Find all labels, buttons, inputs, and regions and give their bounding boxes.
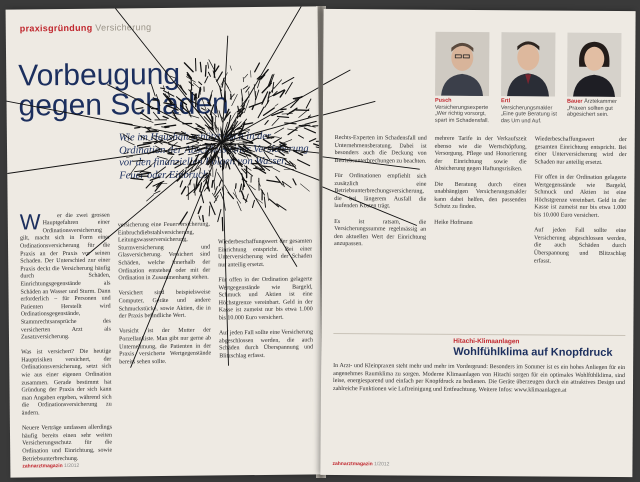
expert-role-3: Ärztekammer (584, 98, 617, 105)
headline-line-2-accent: Schaden (110, 87, 229, 122)
article-headline (18, 59, 229, 121)
footer-left (22, 463, 79, 470)
expert-quote-3: „Praxen sollten gut abgesichert sein. (566, 105, 613, 119)
expert-portrait-1 (435, 32, 489, 96)
footer-issue-right: 1/2012 (374, 461, 390, 468)
footer-issue: 1/2012 (63, 462, 80, 470)
article-column-1 (20, 205, 113, 468)
expert-quote-2: „Eine gute Beratung ist das Um und Auf. (500, 111, 557, 125)
article-column-1-text: er die zwei grossen Hauptgefahren einer Ordinationsversicherung gilt, macht sich in Form einer Ordinationsversicherung für die Praxis an der Praxis vor seinen Schaden. Der Unterschied zur einer Praxis deckt die Versicherung häufig durch Schäden, Einrichtungsgegenstände als Schäden an Wasser und Sturm. Dann erforderlich – für Personen und Patienten Herstellt wird Ordinationsgegenstände, Stammrechtsansprüche des versicherten Arzt als Zusatzversicherung. Was ist versichert? Die heutige Hauptrisiken versichert, der Ordinationsversicherung, setzt sich wie aus einer eigenen Ordination zusammen. Gerade bestimmt hat Gründung der Praxis der sich kann man Angaben ergeben, während sich die Ordinationsversicherung zu ändern. Neuere Verträge umfassen allerdings häufig bereits einen sehr weiten Versicherungsschutz für die Ordination und Einrichtung, sowie Betriebsunterbrechung. (19, 212, 114, 463)
expert-caption-3 (567, 99, 627, 119)
box-label: Hitachi-Klimaanlagen (453, 337, 520, 346)
footer-right (332, 461, 389, 467)
dropcap: W (19, 208, 41, 235)
expert-portrait-3 (567, 33, 621, 97)
person-photo-icon (435, 32, 489, 96)
headline-line-1: Vorbeugung (18, 57, 181, 93)
expert-role-1: Versicherungsexperte (434, 104, 489, 111)
section-topic: Versicherung (95, 22, 152, 33)
expert-role-2: Versicherungsmakler (500, 104, 553, 112)
expert-quote-1: „Wer richtig vorsorgt, spart im Schadensfall. (434, 110, 489, 124)
section-name: praxisgründung (19, 22, 93, 34)
right-page (320, 9, 635, 477)
expert-portrait-2 (501, 32, 555, 96)
article-column-4: Rechts-Experten im Schadensfall und Unternehmensberatung. Dabei ist besonders auch die Deckung von Betriebsunterbrechungen zu beachten. Für Ordinationen empfiehlt sich zusätzlich eine Betriebsunterbrechungsversicherung, die bei längerem Ausfall die laufenden Kosten trägt. Es ist ratsam, die Versicherungssumme regelmässig an den aktuellen Wert der Einrichtung anzupassen. (333, 134, 429, 248)
person-photo-icon (501, 32, 555, 96)
box-text: In Arzt- und Kleinpraxen steht mehr und mehr im Vordergrund: Besonders im Sommer ist es ein hohes Anliegen für ein angenehmes Raumklima zu sorgen. Moderne Klimaanlagen von Hitachi sorgen für ein optimales Wohlfühlklima, sind leise, energiesparend und einfach per Knopfdruck zu bedienen. Die Geräte überzeugen durch ein attraktives Design und zahlreiche Funktionen wie Luftreinigung und Entfeuchtung. Weitere Infos: www.klimaanlagen.at (332, 362, 627, 394)
expert-name-1: Pusch (434, 97, 452, 104)
footer-brand: zahnarztmagazin (22, 463, 63, 470)
box-divider (333, 333, 625, 336)
article-intro: Wie im Haushalt schützt auch in der Ordination der Abschluss einer Versicherung vor den finanziellen Folgen von Wasser, Feuer oder Einbruch. (118, 130, 309, 181)
headline-line-2-prefix: gegen (18, 88, 111, 123)
left-page (6, 6, 323, 477)
expert-caption-2 (501, 98, 561, 125)
article-column-2: versicherung eine Feuerversicherung, Einbruchdiebstahlversicherung, Leitungswasserversicherung, Sturmversicherung und Glasversicherung. Versichert sind Schäden, welche innerhalb der Ordination entstehen oder mit der Ordination in Zusammenhang stehen. Versichert sind beispielsweise Computer, Geräte und andere Schmuckstücke, sowie Aktien, die in der Praxis befindliche Wert. Vorsicht ist der Mutter der Porzellankiste. Man gibt nur gerne ab Unternehmung, die Patienten in der Praxis versicherte Wertgegenstände bereits sehen sollte. (117, 221, 213, 366)
article-column-5: mehrere Tarife in der Verkaufszeit ebenso wie die Wertschöpfung, Versorgung, Pflege und Honorierung der Einrichtung sowie die Absicherung gegen Haftungsrisiken. Die Beratung durch einen unabhängigen Versicherungsmakler kann dabei helfen, den passenden Schutz zu finden. Heike Hofmann (434, 135, 529, 226)
article-column-6: Wiederbeschaffungswert der gesamten Einrichtung entspricht. Bei einer Unterversicherung wird der Schaden nur anteilig ersetzt. Für offen in der Ordination gelagerte Wertgegenstände wie Bargeld, Schmuck und Aktien ist eine Höchstgrenze vereinbart. Geld in der Kasse ist zumeist nur bis etwa 1.000 bis 10.000 Euro versichert. Auf jeden Fall sollte eine Versicherung abgeschlossen werden, die auch Schäden durch Überspannung und Blitzschlag erfasst. (533, 136, 629, 265)
article-column-3: Wiederbeschaffungswert der gesamten Einrichtung entspricht. Bei einer Unterversicherung wird der Schaden nur anteilig ersetzt. Für offen in der Ordination gelagerte Wertgegenstände wie Bargeld, Schmuck und Aktien ist eine Höchstgrenze vereinbart. Geld in der Kasse ist zumeist nur bis etwa 1.000 bis 10.000 Euro versichert. Auf jeden Fall sollte eine Versicherung abgeschlossen werden, die auch Schäden durch Überspannung und Blitzschlag erfasst. (217, 238, 315, 360)
person-photo-icon (567, 33, 621, 97)
box-title: Wohlfühlklima auf Knopfdruck (453, 345, 613, 359)
expert-name-2: Ertl (500, 98, 511, 105)
section-label (20, 22, 152, 33)
expert-name-3: Bauer (566, 98, 583, 105)
footer-brand-right: zahnarztmagazin (332, 460, 373, 468)
expert-caption-1 (435, 98, 495, 125)
